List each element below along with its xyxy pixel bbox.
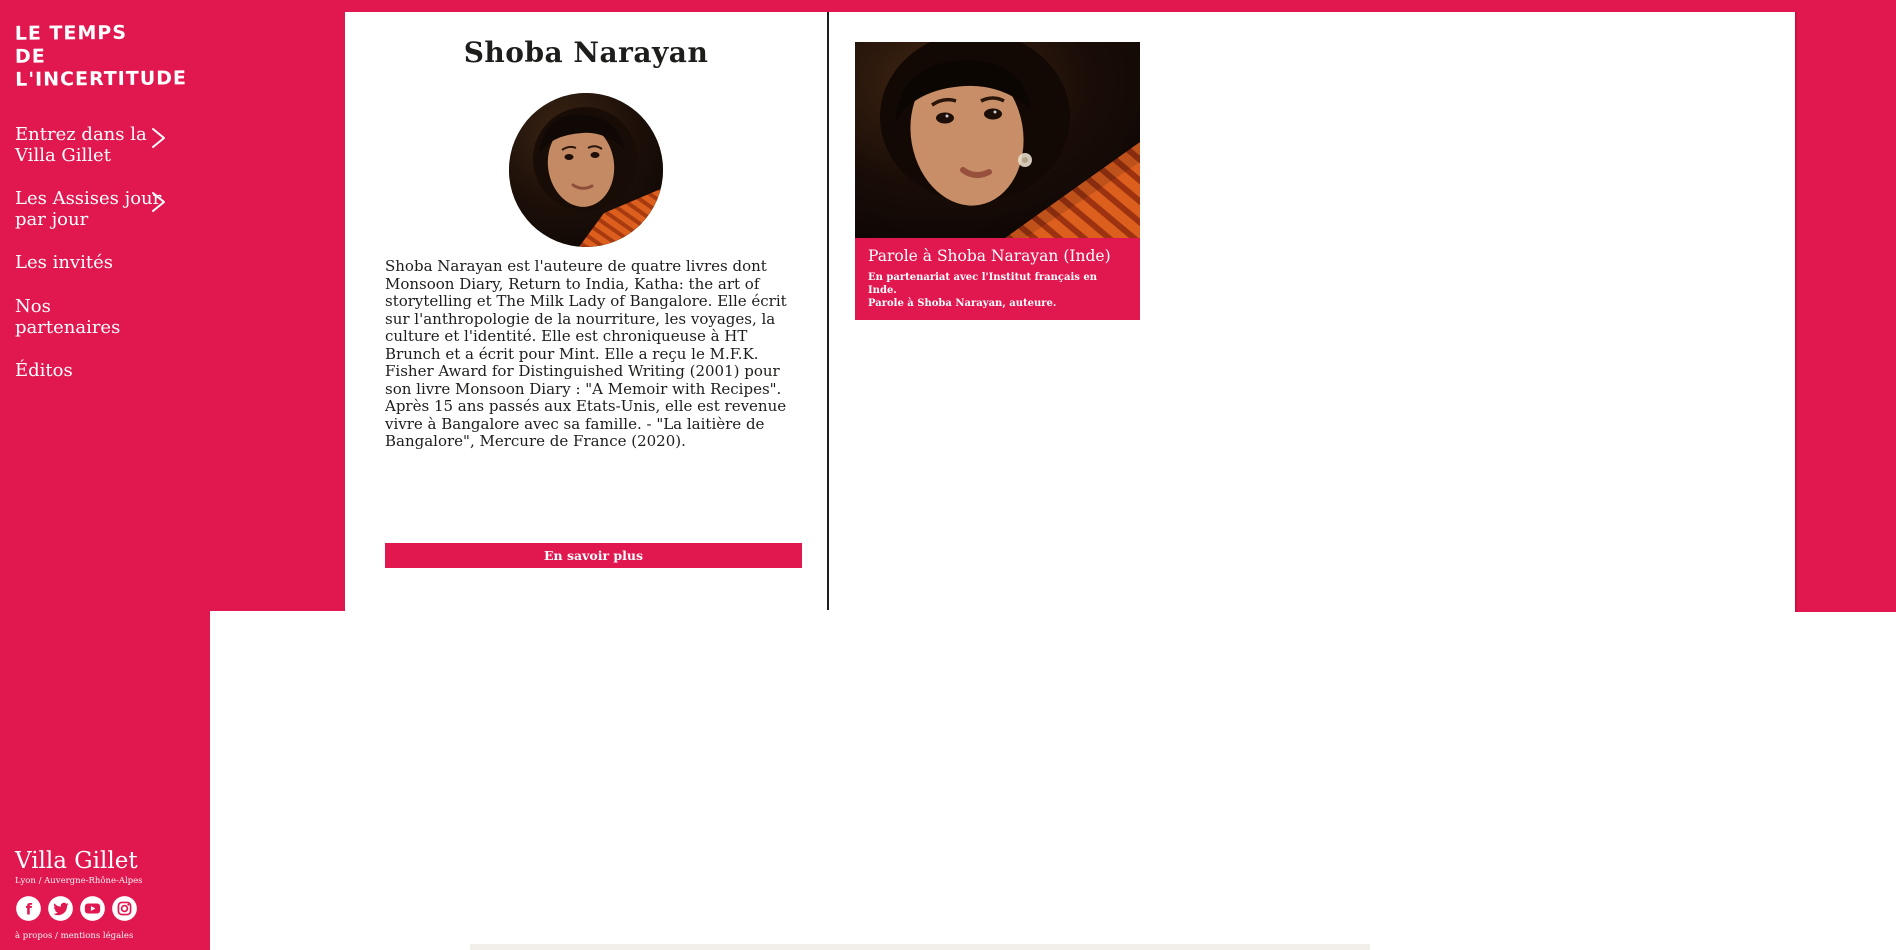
bottom-edge-hint bbox=[470, 944, 1370, 950]
instagram-icon[interactable] bbox=[111, 895, 138, 922]
sidebar-item-les-invites[interactable] bbox=[15, 252, 167, 273]
guest-portrait-avatar bbox=[509, 93, 663, 247]
sidebar-item-assises-jour-par-jour[interactable] bbox=[15, 188, 167, 230]
guest-bio-text: Shoba Narayan est l'auteure de quatre livres dont Monsoon Diary, Return to India, Katha: the art of storytelling et The Milk Lady of Bangalore. Elle écrit sur l'anthropologie de la nourriture, les voyages, la culture et l'identité. Elle est chroniqueuse à HT Brunch et a écrit pour Mint. Elle a reçu le M.F.K. Fisher Award for Distinguished Writing (2001) pour son livre Monsoon Diary : "A Memoir with Recipes". Après 15 ans passés aux Etats-Unis, elle est revenue vivre à Bangalore avec sa famille. - "La laitière de Bangalore", Mercure de France (2020). bbox=[385, 257, 787, 451]
nav-label: Les Assises jour bbox=[15, 187, 162, 209]
logo-line-2: DE L'INCERTITUDE bbox=[14, 45, 188, 92]
sidebar bbox=[15, 0, 195, 403]
nav-label: Nos bbox=[15, 295, 51, 317]
sidebar-item-editos[interactable] bbox=[15, 360, 167, 381]
guest-profile-card bbox=[345, 12, 827, 611]
top-strip bbox=[0, 0, 1896, 12]
event-title: Parole à Shoba Narayan (Inde) bbox=[868, 247, 1111, 265]
nav-label: Entrez dans la bbox=[15, 123, 147, 145]
event-subtitle bbox=[868, 271, 1127, 310]
chevron-right-icon bbox=[150, 190, 167, 219]
sidebar-item-entrez-villa-gillet[interactable] bbox=[15, 124, 167, 166]
en-savoir-plus-button[interactable]: En savoir plus bbox=[385, 543, 802, 568]
sidebar-nav bbox=[15, 124, 195, 382]
guest-name-title: Shoba Narayan bbox=[463, 36, 709, 69]
event-card[interactable] bbox=[855, 42, 1140, 320]
youtube-icon[interactable] bbox=[79, 895, 106, 922]
vertical-divider bbox=[827, 12, 829, 610]
nav-label: Éditos bbox=[15, 360, 73, 382]
villa-gillet-logo[interactable]: Villa Gillet bbox=[15, 848, 138, 874]
event-photo bbox=[855, 42, 1140, 238]
nav-label: partenaires bbox=[15, 316, 121, 338]
logo-line-1: LE TEMPS bbox=[14, 21, 128, 45]
site-logo[interactable] bbox=[15, 21, 196, 92]
sidebar-item-nos-partenaires[interactable] bbox=[15, 296, 167, 338]
social-links bbox=[15, 895, 143, 922]
chevron-right-icon bbox=[150, 126, 167, 155]
main-panel bbox=[345, 12, 1795, 611]
legal-links[interactable]: à propos / mentions légales bbox=[15, 931, 134, 941]
event-caption bbox=[855, 238, 1140, 320]
event-subtitle-line1: En partenariat avec l'Institut français en Inde. bbox=[868, 271, 1097, 296]
svg-text:f: f bbox=[25, 901, 33, 919]
nav-label: par jour bbox=[15, 209, 89, 231]
event-subtitle-line2: Parole à Shoba Narayan, auteure. bbox=[868, 297, 1057, 309]
nav-label: Villa Gillet bbox=[15, 144, 111, 166]
nav-label: Les invités bbox=[15, 252, 113, 274]
facebook-icon[interactable] bbox=[15, 895, 42, 922]
twitter-icon[interactable] bbox=[47, 895, 74, 922]
villa-gillet-subtitle: Lyon / Auvergne-Rhône-Alpes bbox=[15, 876, 143, 886]
right-margin-band bbox=[1795, 0, 1896, 612]
sidebar-footer bbox=[15, 850, 143, 941]
